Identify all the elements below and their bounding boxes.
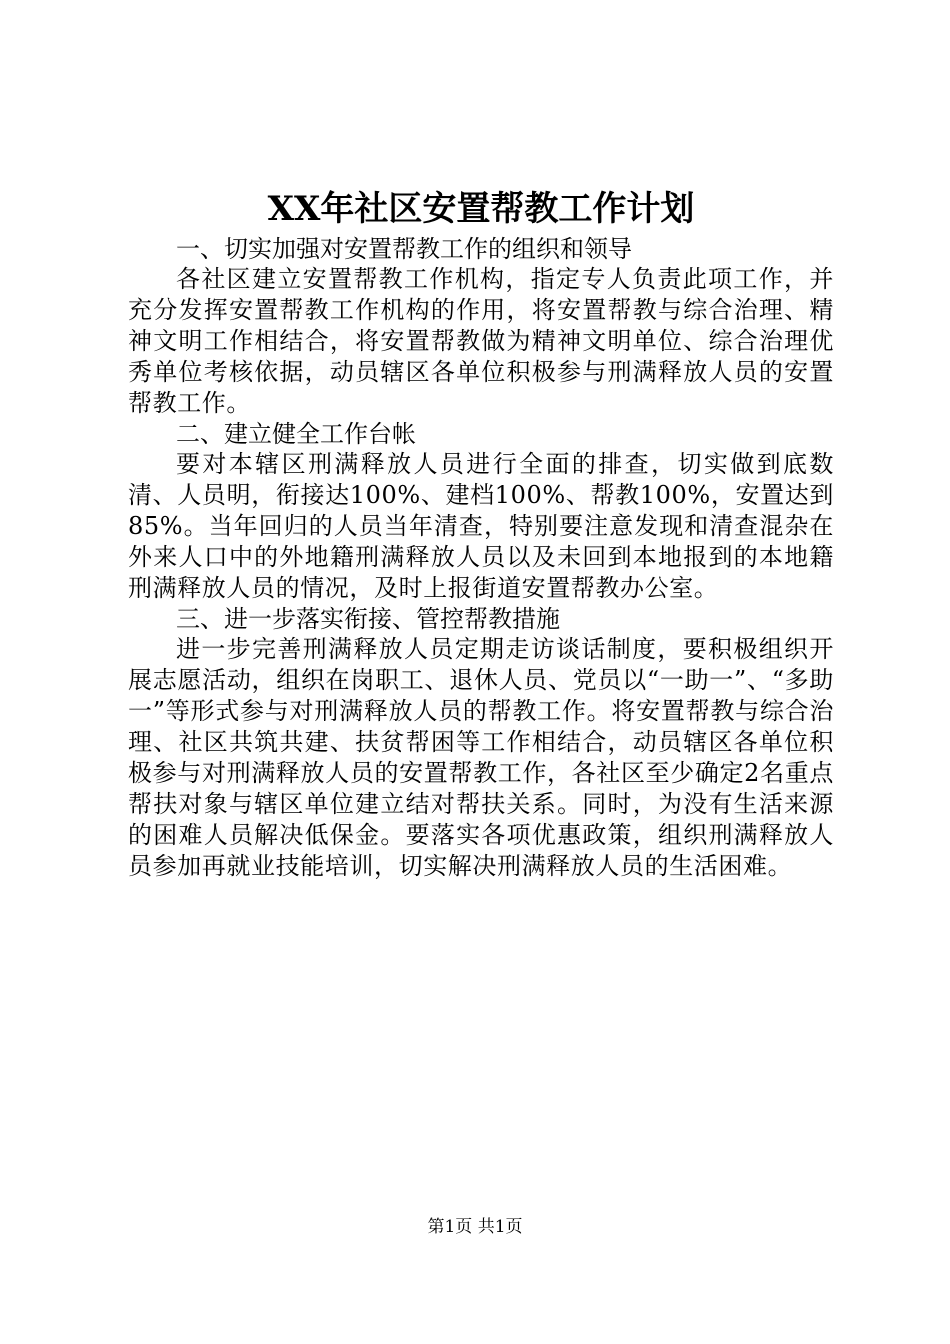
document-title: XX年社区安置帮教工作计划	[267, 189, 695, 229]
section-heading: 三、进一步落实衔接、管控帮教措施	[176, 605, 560, 633]
section-1	[128, 234, 834, 419]
document-page	[128, 186, 834, 882]
section-3	[128, 604, 834, 882]
section-heading: 二、建立健全工作台帐	[176, 420, 416, 448]
page-footer: 第1页 共1页	[427, 1217, 523, 1237]
section-body: 要对本辖区刑满释放人员进行全面的排查，切实做到底数清、人员明，衔接达100%、建档100%、帮教100%，安置达到85%。当年回归的人员当年清查，特别要注意发现和清查混杂在外来人口中的外地籍刑满释放人员以及未回到本地报到的本地籍刑满释放人员的情况，及时上报街道安置帮教办公室。	[128, 450, 834, 602]
section-body: 各社区建立安置帮教工作机构，指定专人负责此项工作，并充分发挥安置帮教工作机构的作用，将安置帮教与综合治理、精神文明工作相结合，将安置帮教做为精神文明单位、综合治理优秀单位考核依据，动员辖区各单位积极参与刑满释放人员的安置帮教工作。	[128, 265, 834, 417]
section-2	[128, 419, 834, 604]
section-heading: 一、切实加强对安置帮教工作的组织和领导	[176, 235, 632, 263]
section-body: 进一步完善刑满释放人员定期走访谈话制度，要积极组织开展志愿活动，组织在岗职工、退休人员、党员以“一助一”、“多助一”等形式参与对刑满释放人员的帮教工作。将安置帮教与综合治理、社区共筑共建、扶贫帮困等工作相结合，动员辖区各单位积极参与对刑满释放人员的安置帮教工作，各社区至少确定2名重点帮扶对象与辖区单位建立结对帮扶关系。同时，为没有生活来源的困难人员解决低保金。要落实各项优惠政策，组织刑满释放人员参加再就业技能培训，切实解决刑满释放人员的生活困难。	[128, 635, 834, 880]
